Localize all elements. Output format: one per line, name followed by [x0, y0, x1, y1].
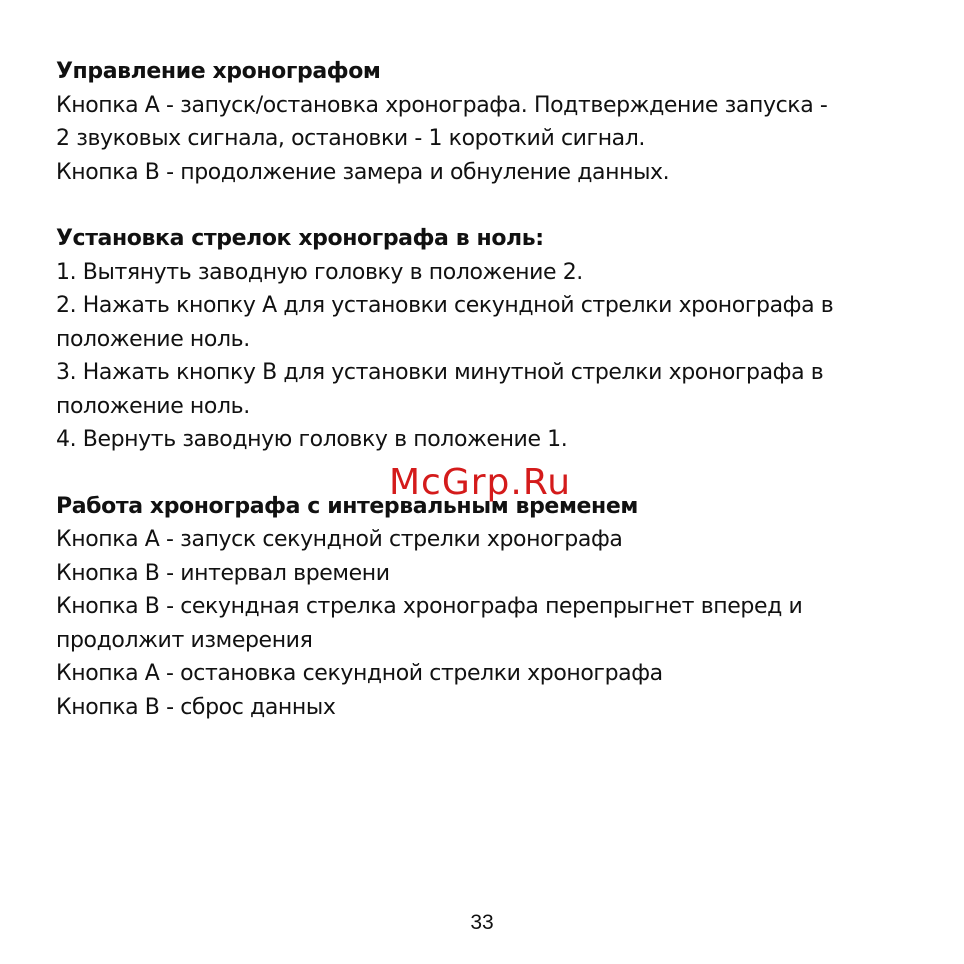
text-line: Кнопка В - сброс данных	[56, 694, 336, 720]
text-line: положение ноль.	[56, 393, 250, 419]
text-line: 3. Нажать кнопку В для установки минутной стрелки хронографа в	[56, 360, 824, 385]
text-line: 4. Вернуть заводную головку в положение 1.	[56, 427, 568, 452]
text-line: Кнопка А - запуск секундной стрелки хронографа	[56, 527, 623, 552]
section-heading: Управление хронографом	[56, 59, 381, 84]
section-heading: Установка стрелок хронографа в ноль:	[56, 226, 544, 251]
section-chronograph-control	[56, 55, 916, 189]
text-line: положение ноль.	[56, 326, 250, 352]
text-line: Кнопка А - запуск/остановка хронографа. Подтверждение запуска -	[56, 92, 828, 118]
text-line: Кнопка В - секундная стрелка хронографа перепрыгнет вперед и	[56, 594, 803, 619]
text-line: 2. Нажать кнопку А для установки секундной стрелки хронографа в	[56, 293, 834, 318]
text-line: Кнопка А - остановка секундной стрелки хронографа	[56, 661, 663, 686]
section-interval-timing	[56, 490, 916, 725]
text-line: Кнопка В - интервал времени	[56, 560, 390, 586]
text-line: 1. Вытянуть заводную головку в положение 2.	[56, 259, 583, 285]
watermark: McGrp.Ru	[389, 462, 572, 503]
page-number: 33	[470, 911, 494, 934]
document-page	[56, 55, 916, 757]
text-line: продолжит измерения	[56, 627, 313, 653]
section-heading: Работа хронографа с интервальным временем	[56, 493, 638, 519]
section-zero-setting	[56, 222, 916, 457]
text-line: Кнопка В - продолжение замера и обнуление данных.	[56, 159, 670, 185]
text-line: 2 звуковых сигнала, остановки - 1 короткий сигнал.	[56, 126, 646, 151]
